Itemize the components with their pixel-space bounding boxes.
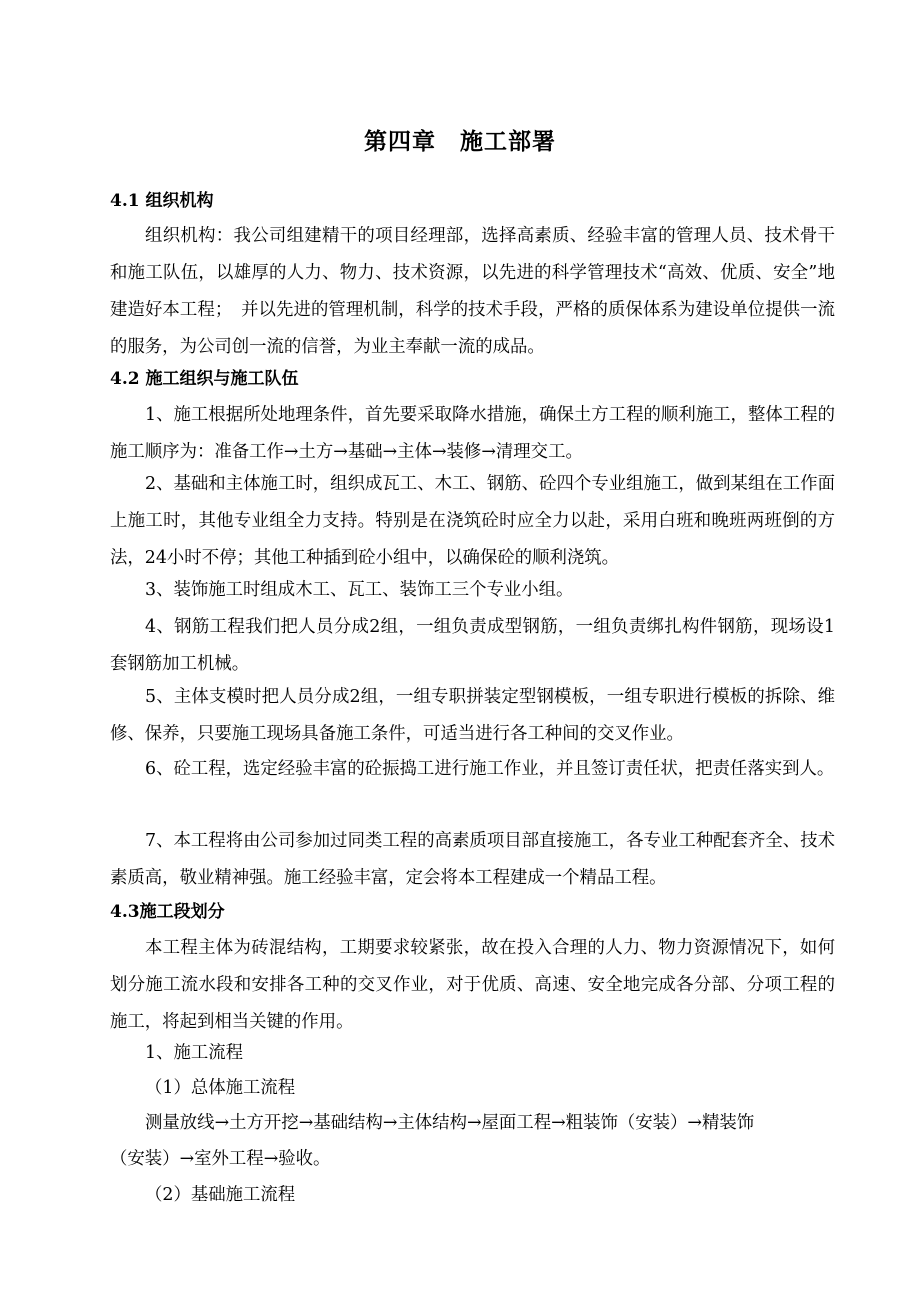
chapter-title: 第四章 施工部署 (364, 128, 556, 155)
overall-flow-line-2: （安装）→室外工程→验收。 (110, 1149, 331, 1169)
paragraph-item-5: 5、主体支模时把人员分成2组，一组专职拼装定型钢模板，一组专职进行模板的拆除、维修、保养，只要施工现场具备施工条件，可适当进行各工种间的交叉作业。 (110, 687, 835, 744)
paragraph-item-7: 7、本工程将由公司参加过同类工程的高素质项目部直接施工，各专业工种配套齐全、技术素质高，敬业精神强。施工经验丰富，定会将本工程建成一个精品工程。 (110, 831, 835, 888)
paragraph-item-4: 4、钢筋工程我们把人员分成2组，一组负责成型钢筋，一组负责绑扎构件钢筋，现场设1 套钢筋加工机械。 (110, 617, 835, 674)
flow-heading: 1、施工流程 (145, 1043, 244, 1063)
overall-flow-heading: （1）总体施工流程 (145, 1078, 296, 1098)
paragraph-item-3: 3、装饰施工时组成木工、瓦工、装饰工三个专业小组。 (145, 580, 574, 600)
section-heading-4-3: 4.3施工段划分 (110, 902, 225, 922)
overall-flow-line-1: 测量放线→土方开挖→基础结构→主体结构→屋面工程→粗装饰（安装）→精装饰 (145, 1113, 755, 1133)
section-heading-4-1: 4.1 组织机构 (110, 191, 214, 211)
foundation-flow-heading: （2）基础施工流程 (145, 1185, 296, 1205)
paragraph-item-1: 1、施工根据所处地理条件，首先要采取降水措施，确保土方工程的顺利施工，整体工程的施工顺序为：准备工作→土方→基础→主体→装修→清理交工。 (110, 405, 835, 462)
paragraph-organization: 组织机构：我公司组建精干的项目经理部，选择高素质、经验丰富的管理人员、技术骨干和施工队伍，以雄厚的人力、物力、技术资源，以先进的科学管理技术“高效、优质、安全”地建造好本工程； 并以先进的管理机制，科学的技术手段，严格的质保体系为建设单位提供一流的服务，为公司创一流的信誉，为业主奉献一流的成品。 (110, 226, 835, 357)
paragraph-item-2: 2、基础和主体施工时，组织成瓦工、木工、钢筋、砼四个专业组施工，做到某组在工作面上施工时，其他专业组全力支持。特别是在浇筑砼时应全力以赴，采用白班和晚班两班倒的方法，24小时不停；其他工种插到砼小组中，以确保砼的顺利浇筑。 (110, 474, 835, 568)
paragraph-segment-division: 本工程主体为砖混结构，工期要求较紧张，故在投入合理的人力、物力资源情况下，如何划分施工流水段和安排各工种的交叉作业，对于优质、高速、安全地完成各分部、分项工程的施工，将起到相当关键的作用。 (110, 938, 835, 1032)
paragraph-item-6: 6、砼工程，选定经验丰富的砼振捣工进行施工作业，并且签订责任状，把责任落实到人。 (145, 759, 835, 779)
section-heading-4-2: 4.2 施工组织与施工队伍 (110, 369, 299, 389)
